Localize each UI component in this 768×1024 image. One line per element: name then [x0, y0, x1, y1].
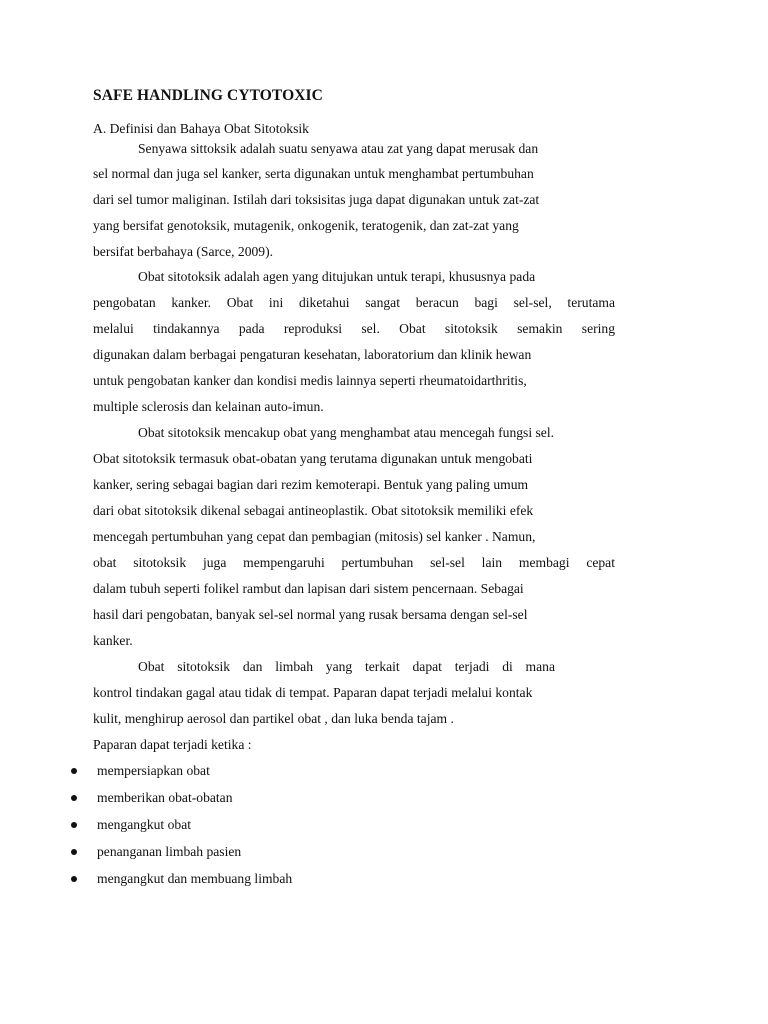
paragraph-line: digunakan dalam berbagai pengaturan kesehatan, laboratorium dan klinik hewan: [93, 347, 532, 362]
list-item-text: memberikan obat-obatan: [97, 790, 233, 805]
bullet-icon: [71, 876, 77, 882]
paragraph-line: mencegah pertumbuhan yang cepat dan pembagian (mitosis) sel kanker . Namun,: [93, 529, 536, 544]
list-item-text: penanganan limbah pasien: [97, 844, 242, 859]
list-item-text: mengangkut obat: [97, 817, 192, 832]
paragraph-line: Senyawa sittoksik adalah suatu senyawa atau zat yang dapat merusak dan: [138, 141, 539, 156]
paragraph-line: kanker.: [93, 633, 133, 648]
document-title: SAFE HANDLING CYTOTOXIC: [93, 87, 323, 104]
paragraph-line: Paparan dapat terjadi ketika :: [93, 737, 252, 752]
paragraph-line: melalui tindakannya pada reproduksi sel. Obat sitotoksik semakin sering: [93, 321, 615, 336]
paragraph-line: hasil dari pengobatan, banyak sel-sel normal yang rusak bersama dengan sel-sel: [93, 607, 528, 622]
paragraph-line: kulit, menghirup aerosol dan partikel obat , dan luka benda tajam .: [93, 711, 454, 726]
paragraph-line: kanker, sering sebagai bagian dari rezim kemoterapi. Bentuk yang paling umum: [93, 477, 529, 492]
paragraph-line: Obat sitotoksik adalah agen yang ditujukan untuk terapi, khususnya pada: [138, 269, 536, 284]
section-heading: A. Definisi dan Bahaya Obat Sitotoksik: [93, 121, 309, 136]
paragraph-line: Obat sitotoksik termasuk obat-obatan yang terutama digunakan untuk mengobati: [93, 451, 533, 466]
bullet-icon: [71, 768, 77, 774]
paragraph-line: dalam tubuh seperti folikel rambut dan lapisan dari sistem pencernaan. Sebagai: [93, 581, 524, 596]
paragraph-line: Obat sitotoksik mencakup obat yang menghambat atau mencegah fungsi sel.: [138, 425, 555, 440]
bullet-icon: [71, 849, 77, 855]
paragraph-line: Obat sitotoksik dan limbah yang terkait dapat terjadi di mana: [138, 659, 555, 674]
paragraph-line: dari obat sitotoksik dikenal sebagai antineoplastik. Obat sitotoksik memiliki efek: [93, 503, 534, 518]
paragraph-line: obat sitotoksik juga mempengaruhi pertumbuhan sel-sel lain membagi cepat: [93, 555, 615, 570]
paragraph-line: sel normal dan juga sel kanker, serta digunakan untuk menghambat pertumbuhan: [93, 166, 534, 181]
paragraph-line: untuk pengobatan kanker dan kondisi medis lainnya seperti rheumatoidarthritis,: [93, 373, 527, 388]
paragraph-line: multiple sclerosis dan kelainan auto-imun.: [93, 399, 324, 414]
list-item-text: mengangkut dan membuang limbah: [97, 871, 293, 886]
paragraph-line: dari sel tumor maliginan. Istilah dari toksisitas juga dapat digunakan untuk zat-zat: [93, 192, 540, 207]
bullet-icon: [71, 822, 77, 828]
paragraph-line: kontrol tindakan gagal atau tidak di tempat. Paparan dapat terjadi melalui kontak: [93, 685, 533, 700]
paragraph-line: bersifat berbahaya (Sarce, 2009).: [93, 244, 274, 259]
paragraph-line: pengobatan kanker. Obat ini diketahui sangat beracun bagi sel-sel, terutama: [93, 295, 615, 310]
bullet-icon: [71, 795, 77, 801]
list-item-text: mempersiapkan obat: [97, 763, 210, 778]
paragraph-line: yang bersifat genotoksik, mutagenik, onkogenik, teratogenik, dan zat-zat yang: [93, 218, 519, 233]
